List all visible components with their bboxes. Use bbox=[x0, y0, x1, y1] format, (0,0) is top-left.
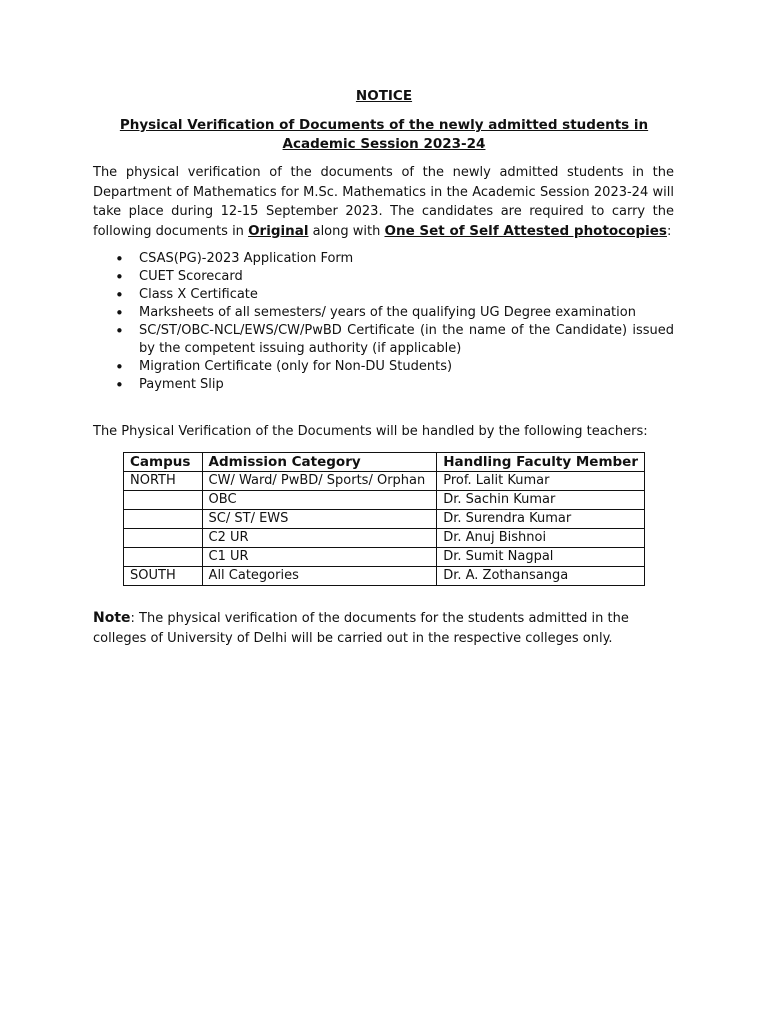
table-row bbox=[124, 548, 645, 567]
table-row bbox=[124, 510, 645, 529]
intro-colon: : bbox=[666, 223, 672, 239]
cell-faculty: Dr. Anuj Bishnoi bbox=[437, 529, 645, 548]
cell-campus: SOUTH bbox=[124, 567, 203, 586]
notice-subject: Physical Verification of Documents of the newly admitted students in Academic Session 2023-24 bbox=[119, 117, 649, 152]
table-row bbox=[124, 529, 645, 548]
notice-title: NOTICE bbox=[355, 88, 413, 104]
cell-category: OBC bbox=[202, 491, 437, 510]
table-header-row bbox=[124, 453, 645, 472]
table-row bbox=[124, 491, 645, 510]
cell-faculty: Prof. Lalit Kumar bbox=[437, 472, 645, 491]
faculty-table bbox=[123, 452, 645, 586]
intro-text: The physical verification of the documents of the newly admitted students in the Department of Mathematics for M.Sc. Mathematics in the Academic Session 2023-24 will take place during 12-15 September 2023. The candidates are required to carry the following documents in bbox=[93, 165, 674, 239]
cell-campus bbox=[124, 510, 203, 529]
table-row bbox=[124, 567, 645, 586]
document-item: • SC/ST/OBC-NCL/EWS/CW/PwBD Certificate (in the name of the Candidate) issued by the competent issuing authority (if applicable) bbox=[93, 322, 674, 358]
cell-category: C1 UR bbox=[202, 548, 437, 567]
header-campus: Campus bbox=[124, 453, 203, 472]
document-item: • CUET Scorecard bbox=[93, 268, 674, 286]
intro-paragraph bbox=[93, 163, 674, 241]
document-item: • CSAS(PG)-2023 Application Form bbox=[93, 250, 674, 268]
cell-campus bbox=[124, 548, 203, 567]
note-label: Note bbox=[93, 610, 131, 626]
cell-campus bbox=[124, 491, 203, 510]
document-item: • Migration Certificate (only for Non-DU Students) bbox=[93, 358, 674, 376]
cell-faculty: Dr. Surendra Kumar bbox=[437, 510, 645, 529]
cell-faculty: Dr. A. Zothansanga bbox=[437, 567, 645, 586]
required-documents-list bbox=[93, 250, 674, 394]
document-item: • Class X Certificate bbox=[93, 286, 674, 304]
cell-faculty: Dr. Sumit Nagpal bbox=[437, 548, 645, 567]
table-row bbox=[124, 472, 645, 491]
cell-category: All Categories bbox=[202, 567, 437, 586]
cell-campus: NORTH bbox=[124, 472, 203, 491]
cell-campus bbox=[124, 529, 203, 548]
document-item: • Marksheets of all semesters/ years of the qualifying UG Degree examination bbox=[93, 304, 674, 322]
document-item: • Payment Slip bbox=[93, 376, 674, 394]
one-set-emphasis: One Set of Self Attested photocopies bbox=[384, 222, 667, 239]
teachers-intro: The Physical Verification of the Documents will be handled by the following teachers: bbox=[93, 424, 648, 439]
header-admission-category: Admission Category bbox=[202, 453, 437, 472]
along-with-text: along with bbox=[308, 223, 385, 239]
cell-category: C2 UR bbox=[202, 529, 437, 548]
cell-category: SC/ ST/ EWS bbox=[202, 510, 437, 529]
cell-category: CW/ Ward/ PwBD/ Sports/ Orphan bbox=[202, 472, 437, 491]
note-paragraph bbox=[93, 609, 674, 648]
cell-faculty: Dr. Sachin Kumar bbox=[437, 491, 645, 510]
original-emphasis: Original bbox=[248, 222, 309, 239]
note-text: : The physical verification of the documents for the students admitted in the colleges of University of Delhi will be carried out in the respective colleges only. bbox=[93, 611, 629, 646]
header-faculty-member: Handling Faculty Member bbox=[437, 453, 645, 472]
